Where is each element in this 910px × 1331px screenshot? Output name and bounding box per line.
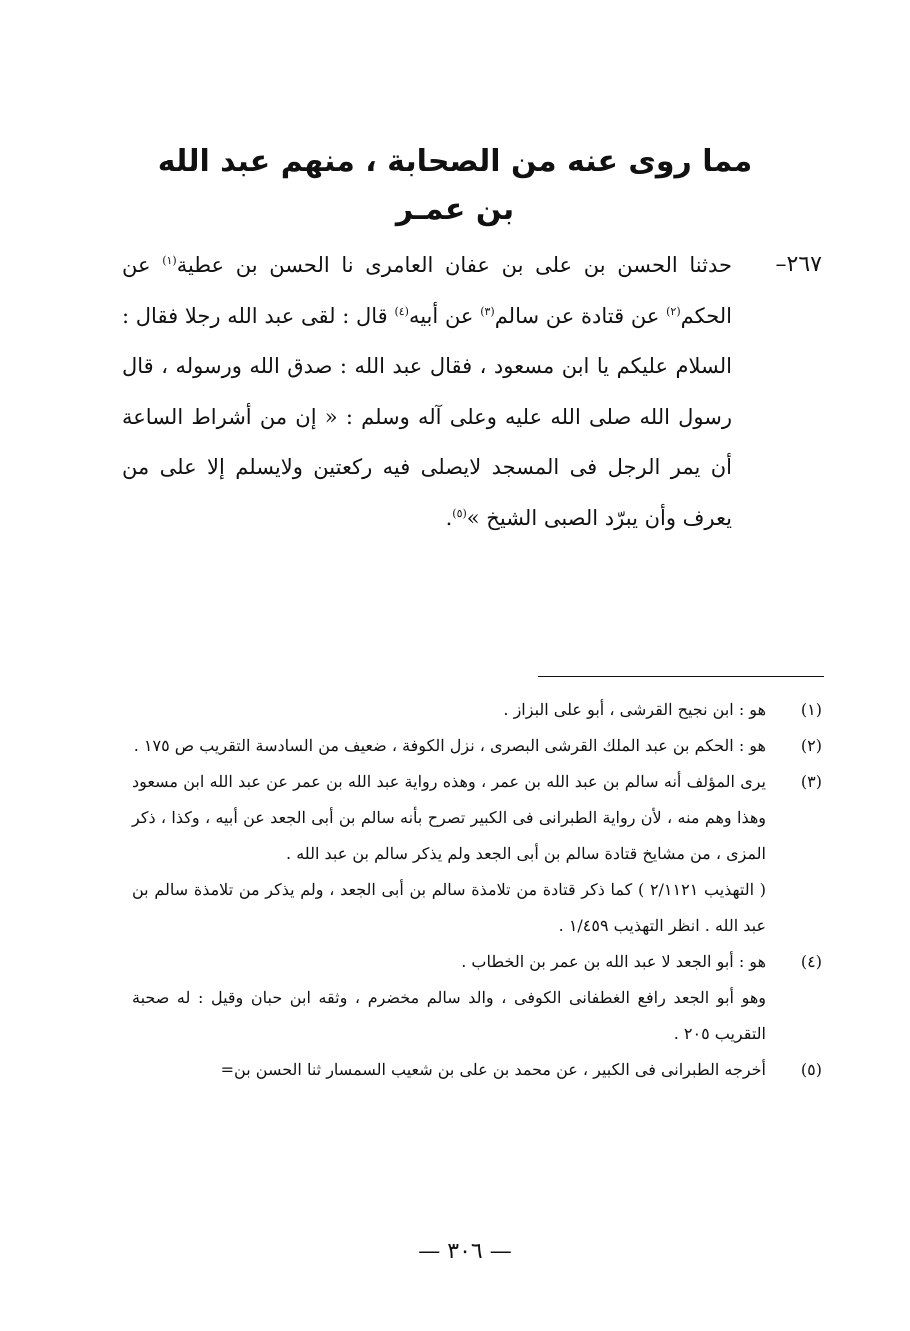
footnote-text: يرى المؤلف أنه سالم بن عبد الله بن عمر ، وهذه رواية عبد الله بن عمر عن عبد الله ابن مسعود وهذا وهم منه ، لأن رواية الطبرانى فى الكبير تصرح بأنه سالم بن أبى الجعد عن أبيه ، وكذا ، ذكر المزى ، من مشايخ قتادة سالم بن أبى الجعد ولم يذكر سالم بن عبد الله . [132,772,766,863]
footnote-number: (٤) [800,952,822,971]
footnote-ref: (٢) [666,304,681,318]
hadith-segment: عن أبيه [408,303,481,328]
footnote-number: (٣) [800,772,822,791]
section-heading: مما روى عنه من الصحابة ، منهم عبد الله بن عمـر [157,144,753,227]
hadith-segment: . [445,505,453,530]
footnote-divider [538,676,824,677]
page-number: — ٣٠٦ — [418,1239,512,1264]
footnote-1 [132,692,822,728]
hadith-text [122,240,732,543]
footnote-number: (١) [800,700,822,719]
footnote-continuation: ( التهذيب ٢/١١٢١ ) كما ذكر قتادة من تلامذة سالم بن أبى الجعد ، ولم يذكر من تلامذة سالم بن عبد الله . انظر التهذيب ١/٤٥٩ . [132,880,767,935]
footnote-continuation: وهو أبو الجعد رافع الغطفانى الكوفى ، والد سالم مخضرم ، وثقه ابن حبان وقيل : له صحبة التقريب ٢٠٥ . [132,988,766,1043]
footnote-ref: (٤) [394,304,409,318]
footnote-number: (٥) [800,1060,822,1079]
footnote-5 [132,1052,822,1088]
hadith-number: ٢٦٧– [775,252,822,277]
hadith-segment: عن الحكم [122,253,732,328]
footnote-3 [132,764,822,872]
footnote-number: (٢) [800,736,822,755]
footnote-2 [132,728,822,764]
footnote-text: هو : ابن نجيح القرشى ، أبو على البزاز . [503,700,766,719]
footnote-ref: (١) [162,254,177,267]
footnotes [132,692,822,1088]
footnote-ref: (٣) [480,304,495,318]
footnote-4 [132,944,822,980]
hadith-segment: عن قتادة عن سالم [494,303,667,328]
footnote-text: أخرجه الطبرانى فى الكبير ، عن محمد بن على بن شعيب السمسار ثنا الحسن بن= [220,1060,766,1079]
footnote-text: هو : الحكم بن عبد الملك القرشى البصرى ، نزل الكوفة ، ضعيف من السادسة التقريب ص ١٧٥ . [133,736,766,755]
footnote-text: هو : أبو الجعد لا عبد الله بن عمر بن الخطاب . [461,952,766,971]
hadith-segment: حدثنا الحسن بن على بن عفان العامرى نا الحسن بن عطية [176,253,732,277]
hadith-segment: قال : لقى عبد الله رجلا فقال : السلام عليكم يا ابن مسعود ، فقال عبد الله : صدق الله ورسوله ، قال رسول الله صلى الله عليه وعلى آله وسلم : « إن من أشراط الساعة أن يمر الرجل فى المسجد لايصلى فيه ركعتين ولايسلم إلا على من يعرف وأن يبرّد الصبى الشيخ » [122,303,732,530]
footnote-ref: (٥) [452,506,467,520]
